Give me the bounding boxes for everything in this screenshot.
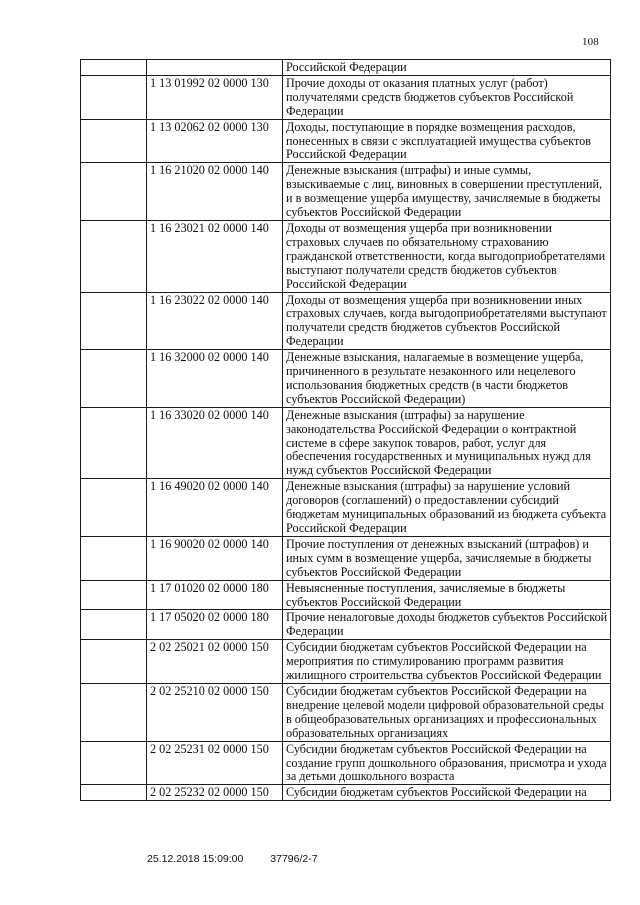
row-code-cell: 1 16 23021 02 0000 140 xyxy=(147,220,283,292)
table-row xyxy=(81,683,611,741)
table-row xyxy=(81,220,611,292)
row-empty-cell xyxy=(81,407,147,479)
table-row xyxy=(81,580,611,610)
row-code-cell: 1 13 02062 02 0000 130 xyxy=(147,119,283,163)
row-description-cell: Субсидии бюджетам субъектов Российской Федерации на создание групп дошкольного образования, присмотра и ухода за детьми дошкольного возраста xyxy=(283,741,611,785)
row-code-cell: 1 16 49020 02 0000 140 xyxy=(147,479,283,537)
row-description-cell: Денежные взыскания, налагаемые в возмещение ущерба, причиненного в результате незаконного или нецелевого использования бюджетных средств (в части бюджетов субъектов Российской Федерации) xyxy=(283,350,611,408)
table-row xyxy=(81,479,611,537)
row-code-cell: 1 13 01992 02 0000 130 xyxy=(147,75,283,119)
document-footer xyxy=(147,853,318,865)
footer-timestamp: 25.12.2018 15:09:00 xyxy=(147,853,244,865)
row-empty-cell xyxy=(81,683,147,741)
table-row xyxy=(81,741,611,785)
row-description-cell: Доходы от возмещения ущерба при возникновении иных страховых случаев, когда выгодоприобретателями выступают получатели средств бюджетов субъектов Российской Федерации xyxy=(283,292,611,350)
table-row xyxy=(81,407,611,479)
row-description-cell: Денежные взыскания (штрафы) и иные суммы, взыскиваемые с лиц, виновных в совершении преступлений, и в возмещение ущерба имуществу, зачисляемые в бюджеты субъектов Российской Федерации xyxy=(283,163,611,221)
row-description-cell: Субсидии бюджетам субъектов Российской Федерации на xyxy=(283,785,611,801)
row-empty-cell xyxy=(81,580,147,610)
table-row xyxy=(81,75,611,119)
row-empty-cell xyxy=(81,220,147,292)
table-row xyxy=(81,292,611,350)
table-row xyxy=(81,640,611,684)
row-code-cell: 1 17 05020 02 0000 180 xyxy=(147,610,283,640)
row-code-cell: 2 02 25021 02 0000 150 xyxy=(147,640,283,684)
row-code-cell: 2 02 25210 02 0000 150 xyxy=(147,683,283,741)
row-empty-cell xyxy=(81,163,147,221)
table-row xyxy=(81,60,611,76)
table-row xyxy=(81,536,611,580)
row-code-cell: 1 16 33020 02 0000 140 xyxy=(147,407,283,479)
table-row xyxy=(81,350,611,408)
row-code-cell: 1 16 90020 02 0000 140 xyxy=(147,536,283,580)
row-description-cell: Доходы, поступающие в порядке возмещения расходов, понесенных в связи с эксплуатацией имущества субъектов Российской Федерации xyxy=(283,119,611,163)
row-description-cell: Денежные взыскания (штрафы) за нарушение условий договоров (соглашений) о предоставлении субсидий бюджетам муниципальных образований из бюджета субъекта Российской Федерации xyxy=(283,479,611,537)
row-empty-cell xyxy=(81,610,147,640)
row-empty-cell xyxy=(81,785,147,801)
row-code-cell: 1 16 23022 02 0000 140 xyxy=(147,292,283,350)
row-empty-cell xyxy=(81,640,147,684)
page-number: 108 xyxy=(582,36,599,48)
row-code-cell: 1 17 01020 02 0000 180 xyxy=(147,580,283,610)
row-code-cell xyxy=(147,60,283,76)
row-empty-cell xyxy=(81,119,147,163)
row-empty-cell xyxy=(81,479,147,537)
row-description-cell: Российской Федерации xyxy=(283,60,611,76)
row-description-cell: Прочие неналоговые доходы бюджетов субъектов Российской Федерации xyxy=(283,610,611,640)
table-row xyxy=(81,163,611,221)
row-code-cell: 2 02 25232 02 0000 150 xyxy=(147,785,283,801)
row-code-cell: 1 16 32000 02 0000 140 xyxy=(147,350,283,408)
row-description-cell: Субсидии бюджетам субъектов Российской Федерации на внедрение целевой модели цифровой образовательной среды в общеобразовательных организациях и профессиональных образовательных организациях xyxy=(283,683,611,741)
row-description-cell: Доходы от возмещения ущерба при возникновении страховых случаев по обязательному страхованию гражданской ответственности, когда выгодоприобретателями выступают получатели средств бюджетов субъектов Российской Федерации xyxy=(283,220,611,292)
table-body xyxy=(81,60,611,801)
table-row xyxy=(81,610,611,640)
table-row xyxy=(81,785,611,801)
table-row xyxy=(81,119,611,163)
row-empty-cell xyxy=(81,536,147,580)
row-description-cell: Денежные взыскания (штрафы) за нарушение законодательства Российской Федерации о контрактной системе в сфере закупок товаров, работ, услуг для обеспечения государственных и муниципальных нужд для нужд субъектов Российской Федерации xyxy=(283,407,611,479)
row-empty-cell xyxy=(81,60,147,76)
row-empty-cell xyxy=(81,350,147,408)
document-table-wrapper xyxy=(80,59,608,801)
row-code-cell: 2 02 25231 02 0000 150 xyxy=(147,741,283,785)
row-description-cell: Субсидии бюджетам субъектов Российской Федерации на мероприятия по стимулированию программ развития жилищного строительства субъектов Российской Федерации xyxy=(283,640,611,684)
row-description-cell: Невыясненные поступления, зачисляемые в бюджеты субъектов Российской Федерации xyxy=(283,580,611,610)
row-empty-cell xyxy=(81,741,147,785)
row-description-cell: Прочие поступления от денежных взысканий (штрафов) и иных сумм в возмещение ущерба, зачисляемые в бюджеты субъектов Российской Федерации xyxy=(283,536,611,580)
footer-document-code: 37796/2-7 xyxy=(270,853,318,865)
row-code-cell: 1 16 21020 02 0000 140 xyxy=(147,163,283,221)
row-empty-cell xyxy=(81,292,147,350)
row-description-cell: Прочие доходы от оказания платных услуг (работ) получателями средств бюджетов субъектов Российской Федерации xyxy=(283,75,611,119)
revenue-codes-table xyxy=(80,59,611,801)
row-empty-cell xyxy=(81,75,147,119)
